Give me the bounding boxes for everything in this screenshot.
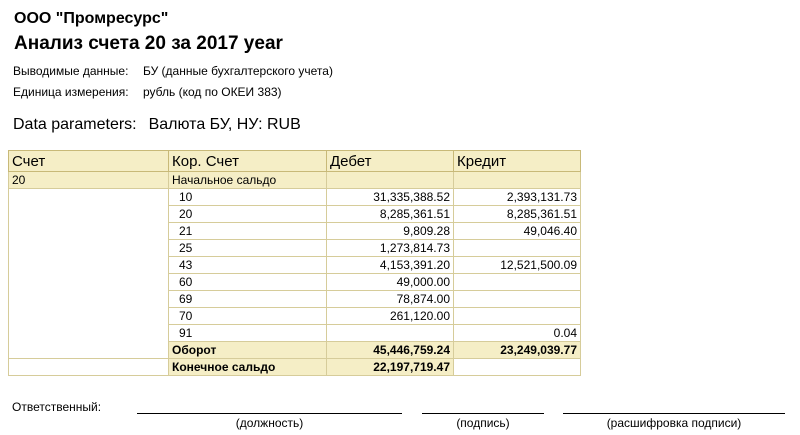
credit-cell: [454, 308, 581, 325]
account-cell: 20: [9, 172, 169, 189]
closing-balance-label: Конечное сальдо: [169, 359, 327, 376]
corr-account-cell: 91: [169, 325, 327, 342]
debit-cell: 9,809.28: [327, 223, 454, 240]
corr-account-cell: 70: [169, 308, 327, 325]
credit-cell: 49,046.40: [454, 223, 581, 240]
table-row: [9, 274, 581, 291]
col-header-credit: Кредит: [454, 151, 581, 172]
debit-cell: 1,273,814.73: [327, 240, 454, 257]
params-label: Data parameters:: [13, 116, 137, 133]
organization-name: ООО "Промресурс": [14, 10, 169, 27]
credit-cell: 8,285,361.51: [454, 206, 581, 223]
output-data-label: Выводимые данные:: [13, 64, 129, 78]
credit-cell: 12,521,500.09: [454, 257, 581, 274]
output-data-value: БУ (данные бухгалтерского учета): [143, 64, 333, 78]
data-parameters: [13, 116, 301, 134]
account-analysis-table: [8, 150, 581, 376]
debit-cell: 4,153,391.20: [327, 257, 454, 274]
col-header-corr-account: Кор. Счет: [169, 151, 327, 172]
turnover-row: [9, 342, 581, 359]
opening-debit: [327, 172, 454, 189]
debit-cell: 8,285,361.51: [327, 206, 454, 223]
output-data-row: [13, 64, 333, 78]
credit-cell: 0.04: [454, 325, 581, 342]
debit-cell: 78,874.00: [327, 291, 454, 308]
table-row: [9, 291, 581, 308]
credit-cell: [454, 291, 581, 308]
decode-caption: (расшифровка подписи): [606, 416, 742, 430]
turnover-credit: 23,249,039.77: [454, 342, 581, 359]
position-caption: (должность): [235, 416, 304, 430]
debit-cell: 31,335,388.52: [327, 189, 454, 206]
corr-account-cell: 69: [169, 291, 327, 308]
signature-line: [422, 413, 544, 414]
credit-cell: [454, 240, 581, 257]
report-title: Анализ счета 20 за 2017 year: [14, 33, 283, 54]
table-row: [9, 257, 581, 274]
debit-cell: 261,120.00: [327, 308, 454, 325]
table-row: [9, 206, 581, 223]
debit-cell: [327, 325, 454, 342]
table-row: [9, 325, 581, 342]
corr-account-cell: 43: [169, 257, 327, 274]
params-value: Валюта БУ, НУ: RUB: [148, 116, 301, 133]
corr-account-cell: 60: [169, 274, 327, 291]
credit-cell: 2,393,131.73: [454, 189, 581, 206]
table-row: [9, 189, 581, 206]
debit-cell: 49,000.00: [327, 274, 454, 291]
turnover-label: Оборот: [169, 342, 327, 359]
turnover-debit: 45,446,759.24: [327, 342, 454, 359]
corr-account-cell: 10: [169, 189, 327, 206]
col-header-account: Счет: [9, 151, 169, 172]
unit-value: рубль (код по ОКЕИ 383): [143, 85, 282, 99]
opening-balance-label: Начальное сальдо: [169, 172, 327, 189]
corr-account-cell: 25: [169, 240, 327, 257]
decode-line: [563, 413, 785, 414]
closing-balance-row: [9, 359, 581, 376]
unit-row: [13, 85, 282, 99]
unit-label: Единица измерения:: [13, 85, 129, 99]
responsible-label: Ответственный:: [12, 400, 102, 414]
table-row: [9, 240, 581, 257]
credit-cell: [454, 274, 581, 291]
table-header-row: [9, 151, 581, 172]
col-header-debit: Дебет: [327, 151, 454, 172]
opening-credit: [454, 172, 581, 189]
corr-account-cell: 21: [169, 223, 327, 240]
position-line: [137, 413, 402, 414]
opening-balance-row: [9, 172, 581, 189]
corr-account-cell: 20: [169, 206, 327, 223]
closing-credit: [454, 359, 581, 376]
table-row: [9, 223, 581, 240]
table-row: [9, 308, 581, 325]
signature-caption: (подпись): [456, 416, 510, 430]
closing-debit: 22,197,719.47: [327, 359, 454, 376]
